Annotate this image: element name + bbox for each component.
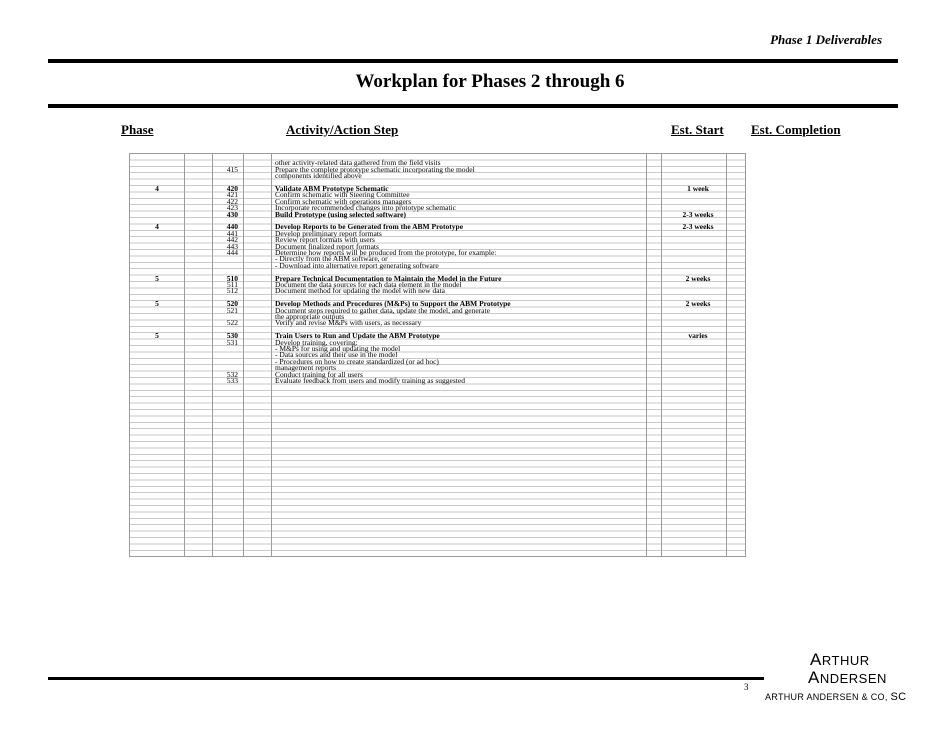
workplan-row: [130, 250, 745, 256]
row-code: 422: [226, 196, 238, 206]
workplan-row: [130, 320, 745, 326]
row-activity: Document the data sources for each data element in the model: [275, 280, 462, 289]
row-code: 512: [226, 286, 238, 296]
row-duration: 2 weeks: [685, 273, 711, 283]
row-activity: - Procedures on how to create standardized (or ad hoc): [275, 356, 439, 366]
workplan-row: [130, 205, 745, 211]
title-rule: [48, 104, 898, 108]
row-duration: 2 weeks: [685, 299, 711, 309]
row-code: 530: [226, 331, 238, 341]
workplan-row: [130, 356, 745, 366]
row-activity: Evaluate feedback from users and modify training as suggested: [275, 376, 465, 385]
row-code: 421: [226, 190, 238, 200]
row-activity: Document method for updating the model with new data: [275, 286, 445, 296]
column-header-completion: Est. Completion: [751, 122, 841, 137]
page-number: 3: [744, 682, 749, 692]
row-activity: Prepare Technical Documentation to Maintain the Model in the Future: [275, 273, 502, 283]
row-code: 510: [226, 273, 238, 283]
row-activity: Develop training, covering:: [275, 337, 358, 347]
page-title: Workplan for Phases 2 through 6: [355, 71, 625, 92]
top-rule: [48, 59, 898, 63]
row-activity: Develop preliminary report formats: [275, 228, 382, 238]
row-code: 440: [226, 222, 238, 232]
row-activity: Confirm schematic with Steering Committee: [275, 190, 410, 200]
row-duration: varies: [688, 331, 708, 341]
column-header-activity: Activity/Action Step: [286, 122, 399, 137]
workplan-row: [130, 192, 745, 198]
row-activity: - Download into alternative report generating software: [275, 260, 439, 270]
row-activity: other activity-related data gathered from the field visits: [275, 158, 441, 168]
row-code: 430: [226, 209, 238, 219]
workplan-row: [130, 164, 745, 174]
footer-rule: [48, 677, 764, 680]
row-code: 441: [226, 228, 238, 238]
row-activity: Document finalized report formats: [275, 241, 379, 251]
row-activity: Conduct training for all users: [275, 369, 363, 379]
workplan-row: [130, 314, 745, 320]
row-phase: 4: [155, 184, 159, 193]
row-code: 520: [226, 299, 238, 309]
row-activity: Build Prototype (using selected software): [275, 209, 406, 219]
workplan-row: [130, 365, 745, 371]
column-header-phase: Phase: [121, 122, 154, 137]
workplan-row: [130, 337, 745, 347]
logo-line-2: ANDERSEN: [808, 668, 887, 687]
row-activity: Validate ABM Prototype Schematic: [275, 184, 389, 193]
workplan-row: [130, 224, 745, 230]
logo-line-1: ARTHUR: [810, 650, 870, 669]
row-activity: - M&Ps for using and updating the model: [275, 344, 401, 353]
row-activity: Prepare the complete prototype schematic incorporating the model: [275, 164, 475, 174]
row-code: 423: [226, 203, 238, 213]
workplan-row: [130, 173, 745, 179]
row-code: 533: [226, 376, 238, 385]
row-activity: - Data sources and their use in the model: [275, 350, 398, 360]
workplan-row: [130, 333, 745, 339]
row-code: 522: [226, 318, 238, 328]
row-code: 532: [226, 369, 238, 379]
row-activity: Determine how reports will be produced from the prototype, for example:: [275, 248, 497, 257]
row-activity: Incorporate recommended changes into prototype schematic: [275, 203, 456, 213]
row-activity: management reports: [275, 363, 337, 373]
row-duration: 1 week: [687, 184, 709, 193]
row-activity: Develop Methods and Procedures (M&Ps) to Support the ABM Prototype: [275, 299, 511, 309]
workplan-row: [130, 228, 745, 238]
row-activity: the appropriate outputs: [275, 312, 345, 321]
row-phase: 5: [155, 273, 159, 283]
firm-name: ARTHUR ANDERSEN & CO, SC: [765, 691, 907, 703]
workplan-sheet: [129, 153, 746, 557]
row-duration: 2-3 weeks: [682, 222, 714, 232]
row-code: 531: [226, 337, 238, 347]
row-code: 443: [226, 241, 238, 251]
workplan-row: [130, 186, 745, 192]
workplan-row: [130, 237, 745, 243]
row-duration: 2-3 weeks: [682, 209, 714, 219]
workplan-row: [130, 378, 745, 384]
row-phase: 5: [155, 331, 159, 341]
row-activity: Document steps required to gather data, update the model, and generate: [275, 305, 490, 315]
arthur-andersen-logo: [808, 651, 887, 687]
workplan-row: [130, 209, 745, 219]
row-activity: Review report formats with users: [275, 235, 375, 245]
row-code: 420: [226, 184, 238, 193]
row-activity: Confirm schematic with operations managers: [275, 196, 412, 206]
row-activity: - Directly from the ABM software, or: [275, 254, 388, 264]
workplan-row: [130, 260, 745, 270]
row-code: 442: [226, 235, 238, 245]
row-activity: Verify and revise M&Ps with users, as necessary: [275, 318, 422, 328]
workplan-row: [130, 288, 745, 294]
row-activity: Develop Reports to be Generated from the ABM Prototype: [275, 222, 464, 232]
row-activity: components identified above: [275, 171, 362, 181]
row-code: 444: [226, 248, 238, 257]
row-phase: 5: [155, 299, 159, 309]
row-code: 415: [226, 164, 238, 174]
row-code: 511: [227, 280, 238, 289]
row-code: 521: [226, 305, 238, 315]
column-header-start: Est. Start: [671, 122, 724, 137]
workplan-row: [130, 305, 745, 315]
workplan-row: [130, 346, 745, 352]
row-phase: 4: [155, 222, 159, 232]
section-label: Phase 1 Deliverables: [770, 32, 882, 47]
row-activity: Train Users to Run and Update the ABM Prototype: [275, 331, 440, 341]
